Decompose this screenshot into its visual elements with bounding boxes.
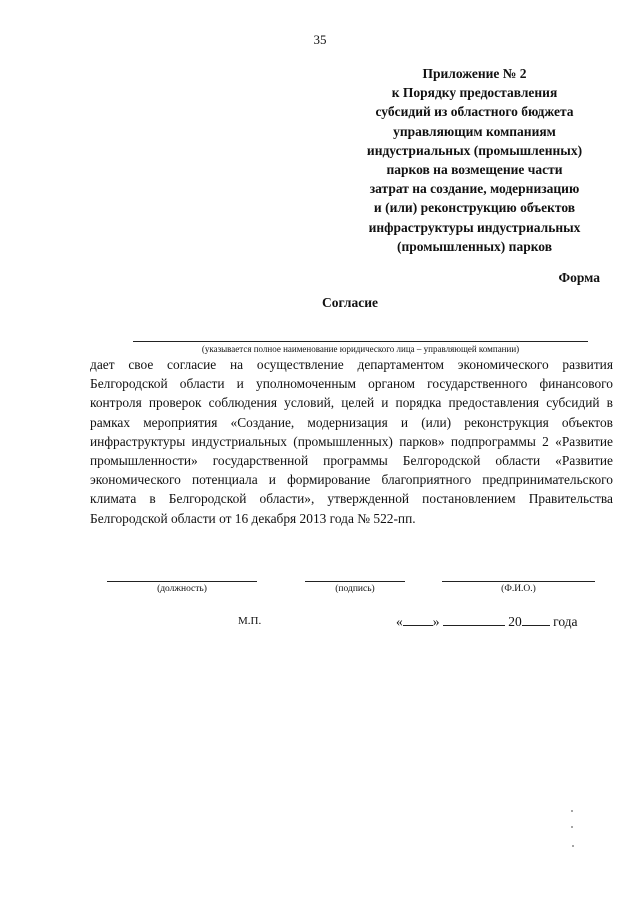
form-label: Форма <box>558 270 600 285</box>
full-name-caption: (Ф.И.О.) <box>501 584 536 594</box>
appendix-line: субсидий из областного бюджета <box>375 104 574 120</box>
date-close-quote: » <box>432 614 440 629</box>
date-open-quote: « <box>396 614 403 629</box>
appendix-line: Приложение № 2 <box>422 66 527 81</box>
appendix-line: (промышленных) парков <box>396 238 553 254</box>
appendix-line: индустриальных (промышленных) <box>366 142 583 158</box>
stamp-placeholder-label: М.П. <box>238 615 262 627</box>
appendix-line: управляющим компаниям <box>393 123 556 139</box>
document-title: Согласие <box>321 295 379 310</box>
date-line <box>396 613 578 630</box>
year-prefix: 20 <box>508 614 522 629</box>
organization-name-hint: (указывается полное наименование юридического лица – управляющей компании) <box>201 344 520 354</box>
year-blank <box>522 613 550 626</box>
day-blank <box>403 613 433 626</box>
signature-caption: (подпись) <box>335 584 375 594</box>
scan-speck <box>572 845 574 847</box>
appendix-line: парков на возмещение части <box>386 162 563 178</box>
appendix-line: к Порядку предоставления <box>391 85 558 101</box>
appendix-line: инфраструктуры индустриальных <box>368 219 581 235</box>
signature-blank <box>305 581 405 582</box>
scan-speck <box>571 826 573 828</box>
appendix-line: и (или) реконструкцию объектов <box>373 200 576 216</box>
consent-body-text: дает свое согласие на осуществление департаментом экономического развития Белгородской области и уполномоченным органом государственного финансового контроля проверок соблюдения условий, целей и порядка предоставления субсидий в рамках мероприятия «Создание, модернизация и (или) реконструкция объектов инфраструктуры индустриальных (промышленных) парков» подпрограммы 2 «Развитие промышленности» государственной программы Белгородской области «Развитие экономического потенциала и формирование благоприятного предпринимательского климата в Белгородской области», утвержденной постановлением Правительства Белгородской области от 16 декабря 2013 года № 522-пп. <box>90 357 613 526</box>
position-caption: (должность) <box>157 584 207 594</box>
scan-speck <box>571 810 573 812</box>
month-blank <box>443 613 505 626</box>
position-blank <box>107 581 257 582</box>
organization-name-blank <box>133 341 588 342</box>
appendix-line: затрат на создание, модернизацию <box>369 181 580 197</box>
appendix-header <box>318 64 631 256</box>
full-name-blank <box>442 581 595 582</box>
year-suffix: года <box>553 614 578 629</box>
page-number: 35 <box>313 32 327 47</box>
